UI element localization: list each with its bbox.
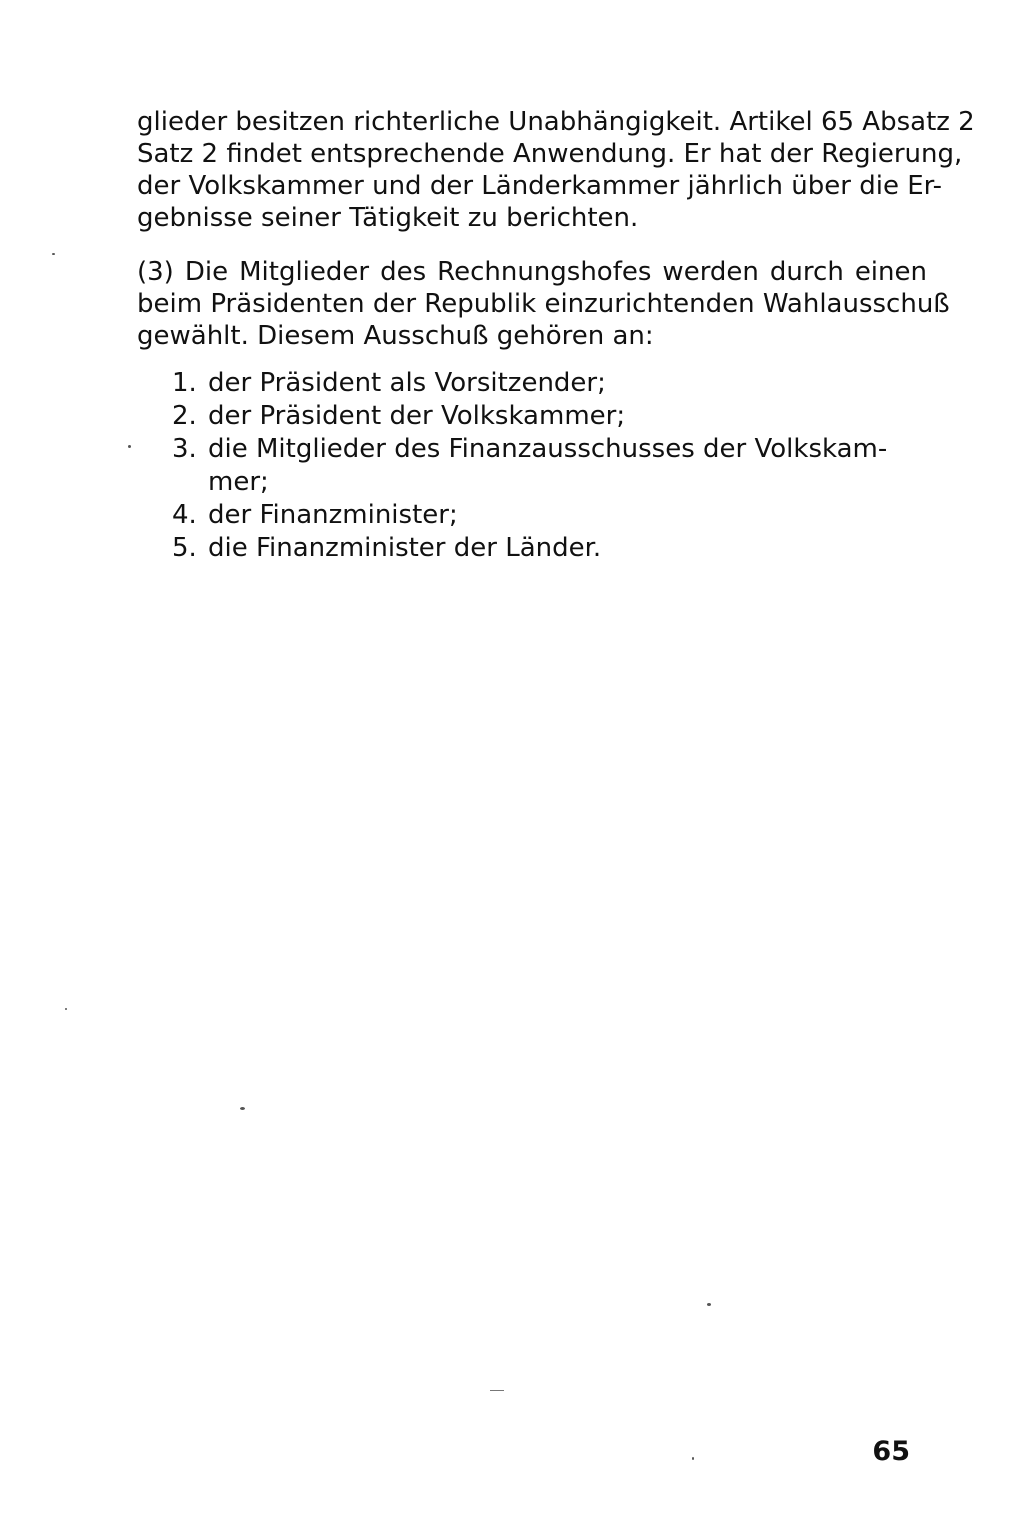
list-item-number: 4. (172, 500, 197, 530)
list-item-number: 2. (172, 401, 197, 431)
list-item-number: 1. (172, 368, 197, 398)
list-item-text: der Finanzminister; (208, 500, 458, 530)
list-item (172, 367, 892, 400)
scan-speck (240, 1107, 245, 1110)
list-item-text: der Präsident der Volkskammer; (208, 401, 626, 431)
text-line: der Volkskammer und der Länderkammer jährlich über die Er- (137, 171, 943, 201)
list-item (172, 499, 892, 532)
list-item (172, 400, 892, 433)
text-line: gewählt. Diesem Ausschuß gehören an: (137, 321, 654, 351)
scan-speck (707, 1303, 711, 1306)
scan-speck (128, 445, 131, 448)
list-item-continuation (172, 466, 892, 499)
scan-speck (692, 1457, 694, 1460)
text-line: glieder besitzen richterliche Unabhängigkeit. Artikel 65 Absatz 2 (137, 107, 975, 137)
list-item-number: 5. (172, 533, 197, 563)
scan-speck (490, 1390, 504, 1391)
list-item-text: die Mitglieder des Finanzausschusses der Volkskam- (208, 434, 888, 464)
paragraph-continuation (137, 106, 975, 234)
list-item (172, 433, 892, 466)
list-item-number: 3. (172, 434, 197, 464)
page-number: 65 (872, 1436, 910, 1467)
text-line: Satz 2 findet entsprechende Anwendung. Er hat der Regierung, (137, 139, 963, 169)
list-item (172, 532, 892, 565)
list-item-text: mer; (208, 467, 269, 497)
list-item-text: der Präsident als Vorsitzender; (208, 368, 606, 398)
text-line: (3) Die Mitglieder des Rechnungshofes werden durch einen (137, 257, 927, 287)
scan-speck (52, 253, 55, 255)
list-item-text: die Finanzminister der Länder. (208, 533, 602, 563)
committee-member-list (172, 367, 892, 565)
paragraph-section-3 (137, 256, 950, 352)
text-line: gebnisse seiner Tätigkeit zu berichten. (137, 203, 639, 233)
scan-speck (65, 1008, 67, 1010)
text-line: beim Präsidenten der Republik einzurichtenden Wahlausschuß (137, 289, 950, 319)
